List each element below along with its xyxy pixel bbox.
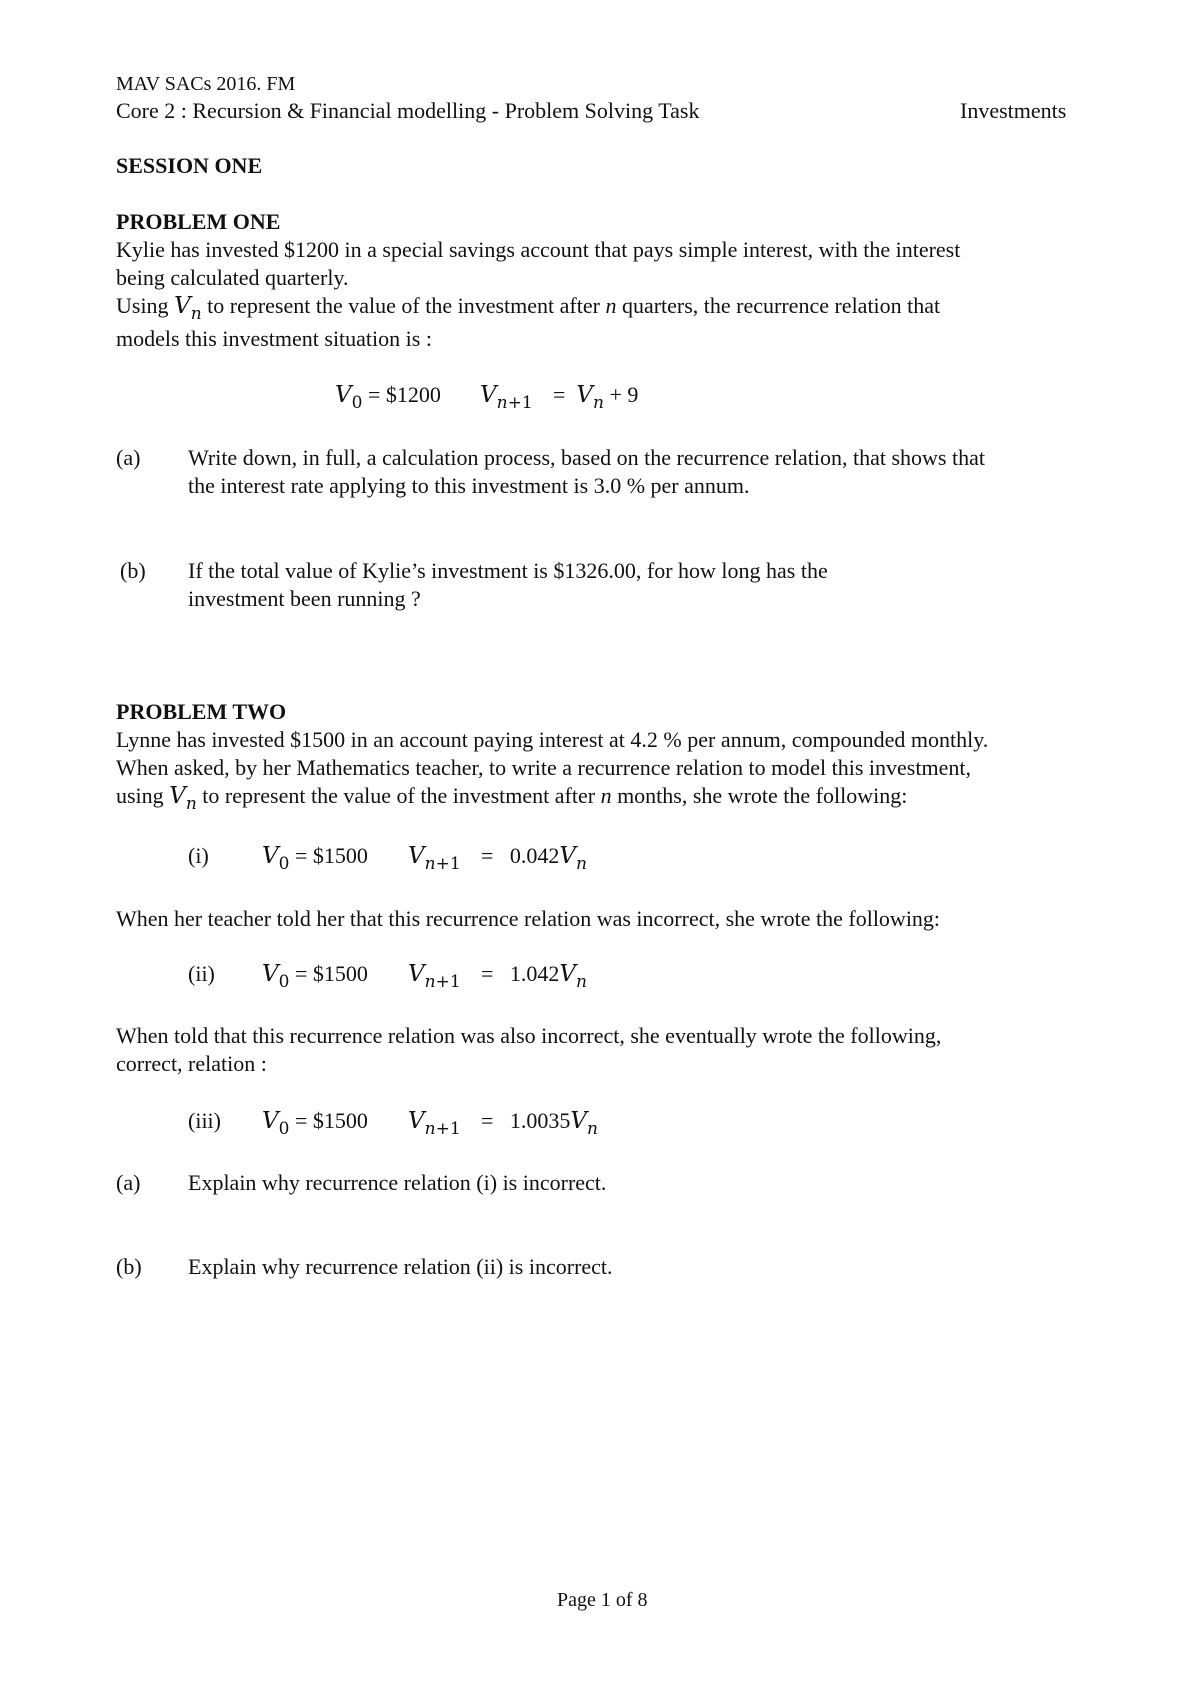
problem-two-line1: Lynne has invested $1500 in an account paying interest at 4.2 % per annum, compounded monthly. xyxy=(116,727,989,752)
p1-equation-rhs: = $V_n + 9$ xyxy=(553,382,639,413)
p2-eq2-v0: $V_0$ = $1500 xyxy=(262,961,368,992)
problem-one-line4: models this investment situation is : xyxy=(116,326,432,351)
p2-eq1-vn1: $V_{n+1}$ xyxy=(408,843,461,874)
session-title: SESSION ONE xyxy=(116,153,263,178)
p2-part-a-text: Explain why recurrence relation (i) is incorrect. xyxy=(188,1170,607,1195)
p2-part-b-label: (b) xyxy=(116,1254,142,1279)
header-topic: Investments xyxy=(960,98,1067,123)
problem-two-title: PROBLEM TWO xyxy=(116,699,287,724)
p1-equation-v0: $V_0$ = $1200 xyxy=(335,382,441,413)
p2-text-after-eq1: When her teacher told her that this recurrence relation was incorrect, she wrote the following: xyxy=(116,906,941,931)
p1-part-b-line1: If the total value of Kylie’s investment is $1326.00, for how long has the xyxy=(188,558,828,583)
problem-two-line3: using $V_n$ to represent the value of the investment after n months, she wrote the following: xyxy=(116,783,908,814)
p2-eq3-vn1: $V_{n+1}$ xyxy=(408,1108,461,1139)
problem-one-title: PROBLEM ONE xyxy=(116,209,281,234)
header-course-code: MAV SACs 2016. FM xyxy=(116,73,296,95)
p1-part-a-line2: the interest rate applying to this investment is 3.0 % per annum. xyxy=(188,473,750,498)
p2-eq1-label: (i) xyxy=(188,843,209,868)
page-number: Page 1 of 8 xyxy=(557,1589,648,1611)
p1-part-a-label: (a) xyxy=(116,445,141,470)
p2-eq1-rhs: = $0.042V_n$ xyxy=(481,843,587,874)
p2-eq2-vn1: $V_{n+1}$ xyxy=(408,961,461,992)
p2-eq3-rhs: = $1.0035V_n$ xyxy=(481,1108,598,1139)
p2-text-after-eq2-line2: correct, relation : xyxy=(116,1051,267,1076)
p2-text-after-eq2-line1: When told that this recurrence relation was also incorrect, she eventually wrote the following, xyxy=(116,1023,942,1048)
p2-part-a-label: (a) xyxy=(116,1170,141,1195)
p1-part-b-line2: investment been running ? xyxy=(188,586,421,611)
p2-part-b-text: Explain why recurrence relation (ii) is incorrect. xyxy=(188,1254,613,1279)
p1-part-a-line1: Write down, in full, a calculation process, based on the recurrence relation, that shows that xyxy=(188,445,985,470)
header-task-title: Core 2 : Recursion & Financial modelling - Problem Solving Task xyxy=(116,98,700,123)
p2-eq1-v0: $V_0$ = $1500 xyxy=(262,843,368,874)
problem-one-line3: Using $V_n$ to represent the value of the investment after n quarters, the recurrence relation that xyxy=(116,293,941,324)
p1-part-b-label: (b) xyxy=(120,558,146,583)
p2-eq3-label: (iii) xyxy=(188,1108,221,1133)
problem-two-line2: When asked, by her Mathematics teacher, to write a recurrence relation to model this investment, xyxy=(116,755,971,780)
p1-equation-vn1: $V_{n+1}$ xyxy=(480,382,533,413)
p2-eq2-label: (ii) xyxy=(188,961,215,986)
p2-eq2-rhs: = $1.042V_n$ xyxy=(481,961,587,992)
p2-eq3-v0: $V_0$ = $1500 xyxy=(262,1108,368,1139)
problem-one-line2: being calculated quarterly. xyxy=(116,265,349,290)
problem-one-line1: Kylie has invested $1200 in a special savings account that pays simple interest, with the interest xyxy=(116,237,961,262)
